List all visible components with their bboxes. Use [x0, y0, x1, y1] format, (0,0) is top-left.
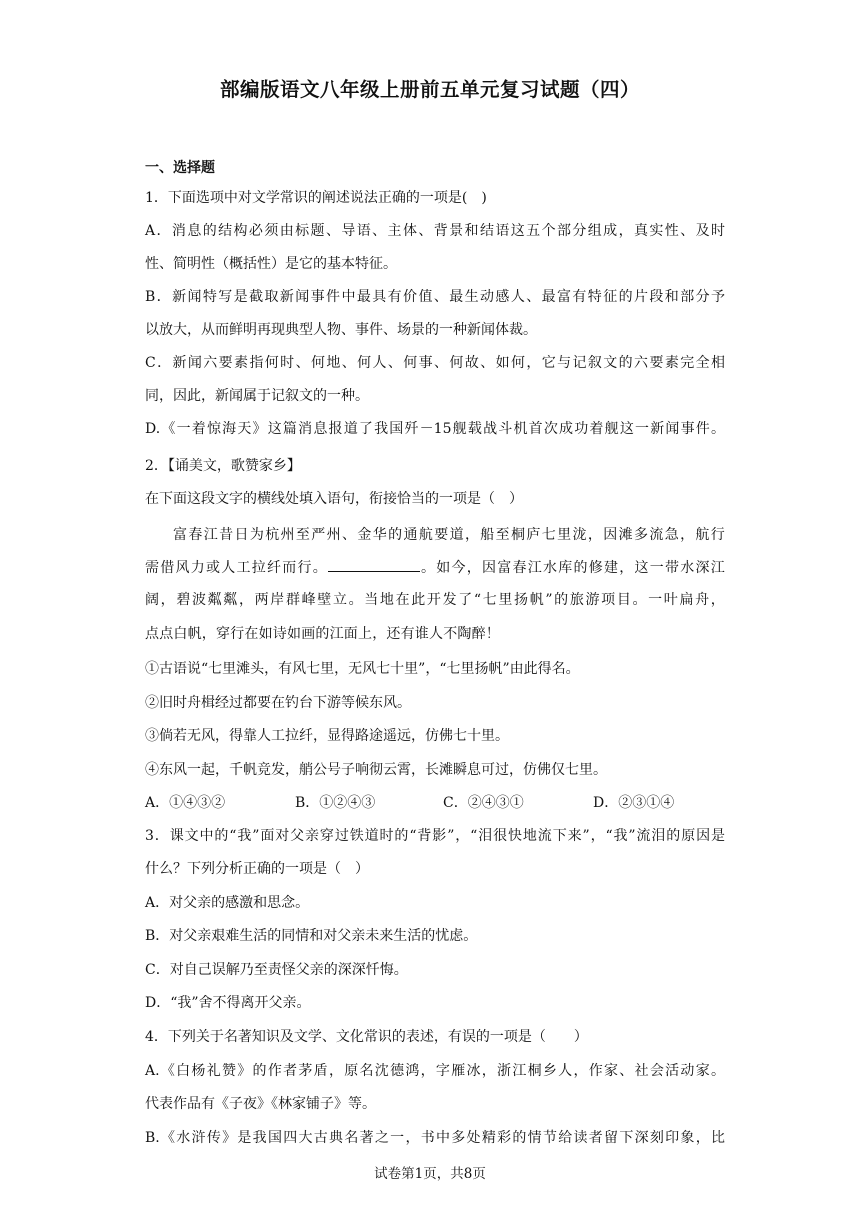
- q4-stem: 4．下列关于名著知识及文学、文化常识的表述，有误的一项是（ ）: [145, 1029, 588, 1045]
- q1-option-c-line1: C．新闻六要素指何时、何地、何人、何事、何故、如何，它与记叙文的六要素完全相: [145, 355, 725, 371]
- page-footer: 试卷第1页，共8页: [374, 1166, 486, 1182]
- q3-stem-line1: 3．课文中的“我”面对父亲穿过铁道时的“背影”，“泪很快地流下来”，“我”流泪的原因是: [145, 828, 725, 844]
- passage-text: 需借风力或人工拉纤而行。: [145, 560, 328, 576]
- q2-sentence-2: ②旧时舟楫经过都要在钓台下游等候东风。: [145, 695, 411, 711]
- q2-stem: 2．【诵美文，歌赞家乡】: [145, 458, 301, 474]
- q2-sentence-4: ④东风一起，千帆竞发，艄公号子响彻云霄，长滩瞬息可过，仿佛仅七里。: [145, 762, 607, 778]
- q2-sentence-3: ③倘若无风，得靠人工拉纤，显得路途遥远，仿佛七十里。: [145, 728, 509, 744]
- q2-passage-line3: 阔，碧波粼粼，两岸群峰壁立。当地在此开发了“七里扬帆”的旅游项目。一叶扁舟，: [145, 592, 725, 608]
- q3-option-c: C．对自己误解乃至责怪父亲的深深忏悔。: [145, 962, 408, 978]
- q2-sentence-1: ①古语说“七里滩头，有风七里，无风七十里”，“七里扬帆”由此得名。: [145, 661, 580, 677]
- q4-option-b-line1: B.《水浒传》是我国四大古典名著之一，书中多处精彩的情节给读者留下深刻印象，比: [145, 1130, 725, 1146]
- section-heading: 一、选择题: [145, 160, 215, 176]
- q3-option-d: D．“我”舍不得离开父亲。: [145, 995, 311, 1011]
- q3-option-a: A．对父亲的感激和思念。: [145, 895, 310, 911]
- fill-blank: [328, 557, 420, 572]
- q2-instruction: 在下面这段文字的横线处填入语句，衔接恰当的一项是（ ）: [145, 491, 523, 507]
- q2-option-d: D．②③①④: [593, 795, 675, 811]
- q4-option-a-line2: 代表作品有《子夜》《林家铺子》等。: [145, 1096, 376, 1112]
- q1-option-a-line1: A．消息的结构必须由标题、导语、主体、背景和结语这五个部分组成，真实性、及时: [145, 223, 725, 239]
- page-title: 部编版语文八年级上册前五单元复习试题（四）: [219, 78, 640, 101]
- q2-option-a: A．①④③②: [145, 795, 226, 811]
- q1-stem: 1．下面选项中对文学常识的阐述说法正确的一项是( ): [145, 190, 487, 206]
- q1-option-d: D.《一着惊海天》这篇消息报道了我国歼－15舰载战斗机首次成功着舰这一新闻事件。: [145, 421, 725, 437]
- passage-text: 。如今，因富春江水库的修建，这一带水深江: [420, 560, 725, 576]
- q1-option-b-line1: B．新闻特写是截取新闻事件中最具有价值、最生动感人、最富有特征的片段和部分予: [145, 289, 725, 305]
- q1-option-b-line2: 以放大，从而鲜明再现典型人物、事件、场景的一种新闻体裁。: [145, 322, 537, 338]
- q2-option-b: B．①②④③: [295, 795, 376, 811]
- q3-option-b: B．对父亲艰难生活的同情和对父亲未来生活的忧虑。: [145, 928, 478, 944]
- q2-option-c: C．②④③①: [443, 795, 524, 811]
- q2-passage-line4: 点点白帆，穿行在如诗如画的江面上，还有谁人不陶醉！: [145, 626, 500, 642]
- q1-option-a-line2: 性、简明性（概括性）是它的基本特征。: [145, 256, 397, 272]
- q2-passage-line2: [145, 557, 725, 578]
- q3-stem-line2: 什么？下列分析正确的一项是（ ）: [145, 861, 369, 877]
- q1-option-c-line2: 同，因此，新闻属于记叙文的一种。: [145, 388, 369, 404]
- q4-option-a-line1: A.《白杨礼赞》的作者茅盾，原名沈德鸿，字雁冰，浙江桐乡人，作家、社会活动家。: [145, 1063, 725, 1079]
- q2-passage-line1: 富春江昔日为杭州至严州、金华的通航要道，船至桐庐七里泷，因滩多流急，航行: [173, 527, 725, 543]
